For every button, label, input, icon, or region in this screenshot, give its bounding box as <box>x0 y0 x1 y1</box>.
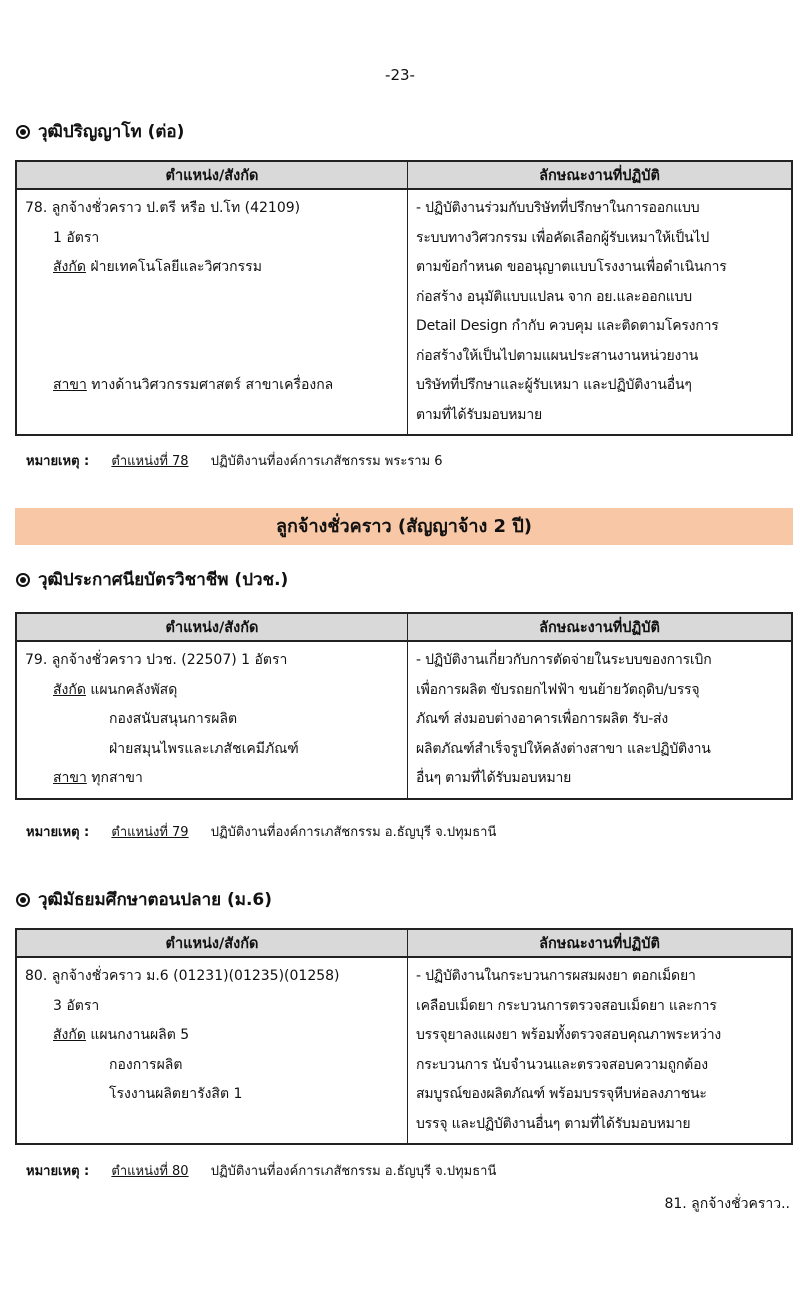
position-line <box>25 1080 399 1110</box>
field-value: โรงงานผลิตยารังสิต 1 <box>109 1086 243 1102</box>
section-heading-text: วุฒิปริญญาโท (ต่อ) <box>38 122 185 142</box>
radio-bullet-icon <box>16 125 30 139</box>
duty-line: สมบูรณ์ของผลิตภัณฑ์ พร้อมบรรจุหีบห่อลงภาชนะ <box>416 1086 707 1102</box>
section-heading <box>16 118 184 145</box>
position-line <box>25 764 399 794</box>
duty-line: ระบบทางวิศวกรรม เพื่อคัดเลือกผู้รับเหมาให้เป็นไป <box>416 229 710 246</box>
note <box>26 1160 496 1181</box>
duties-cell <box>408 957 793 1144</box>
position-table <box>15 160 793 436</box>
position-line <box>25 735 399 765</box>
position-line <box>25 992 399 1022</box>
field-value: 3 อัตรา <box>53 997 100 1014</box>
duty-line: เพื่อการผลิต ขับรถยกไฟฟ้า ขนย้ายวัตถุดิบ/บรรจุ <box>416 681 700 698</box>
section-heading-text: วุฒิมัธยมศึกษาตอนปลาย (ม.6) <box>38 890 273 910</box>
duty-line: อื่นๆ ตามที่ได้รับมอบหมาย <box>416 770 572 786</box>
note-position: ตำแหน่งที่ 79 <box>111 825 189 840</box>
column-header-duties: ลักษณะงานที่ปฏิบัติ <box>408 613 793 641</box>
position-line <box>25 1021 399 1051</box>
duty-line: ก่อสร้าง อนุมัติแบบแปลน จาก อย.และออกแบบ <box>416 288 692 305</box>
field-value: กองการผลิต <box>109 1056 183 1073</box>
field-value: ทุกสาขา <box>86 770 143 786</box>
column-header-duties: ลักษณะงานที่ปฏิบัติ <box>408 929 793 957</box>
position-line <box>25 1051 399 1081</box>
field-label: สังกัด <box>53 681 86 698</box>
duty-line: ตามข้อกำหนด ขออนุญาตแบบโรงงานเพื่อดำเนินการ <box>416 259 727 275</box>
duties-cell <box>408 641 793 799</box>
section-heading-text: วุฒิประกาศนียบัตรวิชาชีพ (ปวช.) <box>38 570 289 590</box>
duty-line: บริษัทที่ปรึกษาและผู้รับเหมา และปฏิบัติงานอื่นๆ <box>416 377 692 393</box>
note-position: ตำแหน่งที่ 78 <box>111 454 189 469</box>
field-value: แผนกคลังพัสดุ <box>85 681 178 698</box>
field-value: แผนกงานผลิต 5 <box>85 1027 190 1043</box>
position-line <box>25 962 399 992</box>
position-table <box>15 612 793 800</box>
field-label: สาขา <box>53 770 87 786</box>
note <box>26 821 496 842</box>
duty-line: บรรจุยาลงแผงยา พร้อมทั้งตรวจสอบคุณภาพระหว่าง <box>416 1027 722 1043</box>
position-line <box>25 283 399 313</box>
duty-line: - ปฏิบัติงานในกระบวนการผสมผงยา ตอกเม็ดยา <box>416 968 696 984</box>
duty-line: กระบวนการ นับจำนวนและตรวจสอบความถูกต้อง <box>416 1056 708 1073</box>
field-value: 80. ลูกจ้างชั่วคราว ม.6 (01231)(01235)(01258) <box>25 968 340 984</box>
column-header-position: ตำแหน่ง/สังกัด <box>16 929 408 957</box>
page-number: -23- <box>385 66 415 84</box>
table-row <box>16 189 792 435</box>
position-line <box>25 705 399 735</box>
column-header-position: ตำแหน่ง/สังกัด <box>16 161 408 189</box>
duty-line: - ปฏิบัติงานเกี่ยวกับการตัดจ่ายในระบบของการเบิก <box>416 652 712 668</box>
position-line <box>25 194 399 224</box>
note-position: ตำแหน่งที่ 80 <box>111 1164 189 1179</box>
position-table <box>15 928 793 1145</box>
duty-line: บรรจุ และปฏิบัติงานอื่นๆ ตามที่ได้รับมอบหมาย <box>416 1115 691 1132</box>
column-header-position: ตำแหน่ง/สังกัด <box>16 613 408 641</box>
field-value: ฝ่ายเทคโนโลยีและวิศวกรรม <box>85 259 262 275</box>
field-value: 78. ลูกจ้างชั่วคราว ป.ตรี หรือ ป.โท (42109) <box>25 200 301 216</box>
field-value: 79. ลูกจ้างชั่วคราว ปวช. (22507) 1 อัตรา <box>25 652 288 668</box>
field-label: สาขา <box>53 377 87 393</box>
position-line <box>25 342 399 372</box>
section-heading <box>16 566 288 593</box>
field-label: สังกัด <box>53 1027 86 1043</box>
field-value: กองสนับสนุนการผลิต <box>109 711 238 727</box>
note-text: ปฏิบัติงานที่องค์การเภสัชกรรม อ.ธัญบุรี จ.ปทุมธานี <box>210 1164 497 1179</box>
column-header-duties: ลักษณะงานที่ปฏิบัติ <box>408 161 793 189</box>
position-cell <box>16 957 408 1144</box>
duty-line: ก่อสร้างให้เป็นไปตามแผนประสานงานหน่วยงาน <box>416 347 699 364</box>
note <box>26 450 443 471</box>
position-cell <box>16 189 408 435</box>
duty-line: ภัณฑ์ ส่งมอบต่างอาคารเพื่อการผลิต รับ-ส่ง <box>416 711 669 727</box>
table-row <box>16 957 792 1144</box>
position-line <box>25 676 399 706</box>
duty-line: - ปฏิบัติงานร่วมกับบริษัทที่ปรึกษาในการออกแบบ <box>416 200 700 216</box>
note-label: หมายเหตุ : <box>26 454 90 469</box>
field-value: ฝ่ายสมุนไพรและเภสัชเคมีภัณฑ์ <box>109 740 299 757</box>
field-label: สังกัด <box>53 259 86 275</box>
position-line <box>25 312 399 342</box>
position-line <box>25 371 399 401</box>
note-text: ปฏิบัติงานที่องค์การเภสัชกรรม อ.ธัญบุรี จ.ปทุมธานี <box>210 825 497 840</box>
position-line <box>25 224 399 254</box>
duty-line: Detail Design กำกับ ควบคุม และติดตามโครงการ <box>416 318 719 334</box>
radio-bullet-icon <box>16 573 30 587</box>
position-line <box>25 253 399 283</box>
section-heading <box>16 886 272 913</box>
radio-bullet-icon <box>16 893 30 907</box>
note-label: หมายเหตุ : <box>26 1164 90 1179</box>
continuation-text: 81. ลูกจ้างชั่วคราว.. <box>664 1196 790 1212</box>
duty-line: ผลิตภัณฑ์สำเร็จรูปให้คลังต่างสาขา และปฏิบัติงาน <box>416 740 711 757</box>
duty-line: เคลือบเม็ดยา กระบวนการตรวจสอบเม็ดยา และการ <box>416 997 717 1014</box>
field-value: ทางด้านวิศวกรรมศาสตร์ สาขาเครื่องกล <box>86 377 334 393</box>
duty-line: ตามที่ได้รับมอบหมาย <box>416 406 542 423</box>
position-line <box>25 646 399 676</box>
field-value: 1 อัตรา <box>53 229 100 246</box>
position-cell <box>16 641 408 799</box>
note-text: ปฏิบัติงานที่องค์การเภสัชกรรม พระราม 6 <box>210 454 443 469</box>
note-label: หมายเหตุ : <box>26 825 90 840</box>
table-row <box>16 641 792 799</box>
duties-cell <box>408 189 793 435</box>
section-banner: ลูกจ้างชั่วคราว (สัญญาจ้าง 2 ปี) <box>15 508 793 545</box>
